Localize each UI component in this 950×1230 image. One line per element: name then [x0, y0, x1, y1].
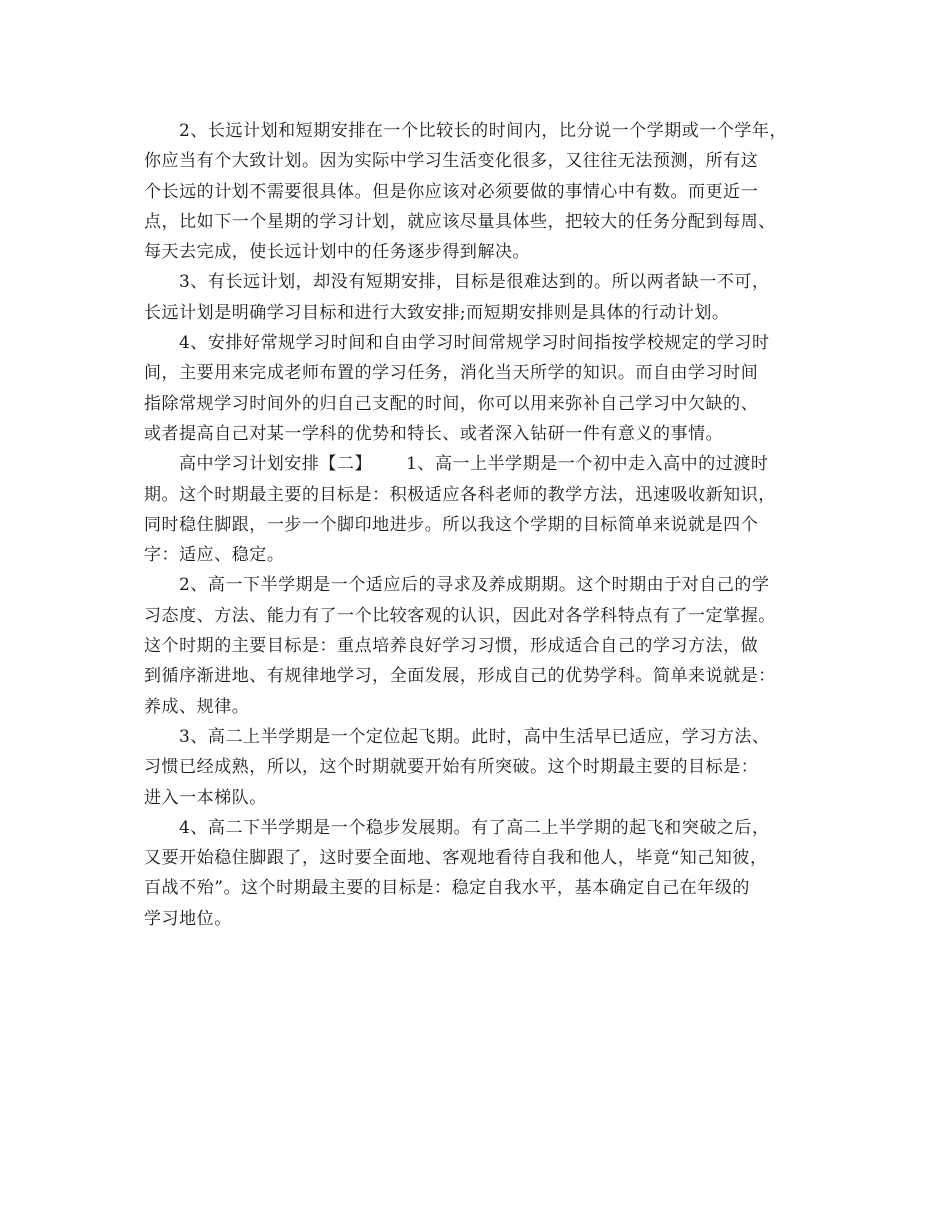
- text-line: 养成、规律。: [144, 696, 250, 717]
- text-line: 又要开始稳住脚跟了，这时要全面地、客观地看待自我和他人，毕竟“知己知彼，: [144, 848, 768, 869]
- paragraph: [144, 722, 814, 813]
- text-line: 百战不殆”。这个时期最主要的目标是：稳定自我水平，基本确定自己在年级的: [144, 878, 750, 899]
- text-line: [144, 449, 814, 479]
- paragraph: [144, 813, 814, 934]
- text-line: 学习地位。: [144, 908, 232, 929]
- text-line: 同时稳住脚跟，一步一个脚印地进步。所以我这个学期的目标简单来说就是四个: [144, 514, 759, 535]
- text-line: 到循序渐进地、有规律地学习，全面发展，形成自己的优势学科。简单来说就是：: [144, 666, 776, 687]
- document-body: [144, 116, 814, 934]
- text-line: 或者提高自己对某一学科的优势和特长、或者深入钻研一件有意义的事情。: [144, 423, 724, 444]
- section-heading: 高中学习计划安排【二】: [179, 454, 373, 475]
- text-line: 指除常规学习时间外的归自己支配的时间，你可以用来弥补自己学习中欠缺的、: [144, 393, 759, 414]
- text-line: 期。这个时期最主要的目标是：积极适应各科老师的教学方法，迅速吸收新知识，: [144, 484, 776, 505]
- text-line: 进入一本梯队。: [144, 787, 267, 808]
- text-line: 个长远的计划不需要很具体。但是你应该对必须要做的事情心中有数。而更近一: [144, 181, 759, 202]
- text-line: 间，主要用来完成老师布置的学习任务，消化当天所学的知识。而自由学习时间: [144, 363, 759, 384]
- text-line: 字：适应、稳定。: [144, 545, 285, 566]
- text-line: 4、高二下半学期是一个稳步发展期。有了高二上半学期的起飞和突破之后，: [179, 817, 770, 838]
- paragraph: [144, 449, 814, 570]
- text-line: 2、高一下半学期是一个适应后的寻求及养成期期。这个时期由于对自己的学: [179, 575, 770, 596]
- text-line: 习态度、方法、能力有了一个比较客观的认识，因此对各学科特点有了一定掌握。: [144, 605, 776, 626]
- paragraph: [144, 328, 814, 449]
- text-line: 这个时期的主要目标是：重点培养良好学习习惯，形成适合自己的学习方法，做: [144, 636, 759, 657]
- text-line: 每天去完成，使长远计划中的任务逐步得到解决。: [144, 242, 531, 263]
- text-line: 2、长远计划和短期安排在一个比较长的时间内，比分说一个学期或一个学年，: [179, 121, 788, 141]
- text-line: 3、有长远计划，却没有短期安排，目标是很难达到的。所以两者缺一不可，: [179, 272, 770, 293]
- paragraph: [144, 267, 814, 328]
- text-line: 3、高二上半学期是一个定位起飞期。此时，高中生活早已适应，学习方法、: [179, 726, 770, 747]
- paragraph: [144, 116, 814, 267]
- text-line: 长远计划是明确学习目标和进行大致安排;而短期安排则是具体的行动计划。: [144, 302, 730, 323]
- text-line: 你应当有个大致计划。因为实际中学习生活变化很多，又往往无法预测，所有这: [144, 151, 759, 172]
- text-line: 点，比如下一个星期的学习计划，就应该尽量具体些，把较大的任务分配到每周、: [144, 211, 776, 232]
- text-line: 4、安排好常规学习时间和自由学习时间常规学习时间指按学校规定的学习时: [179, 333, 770, 354]
- text-segment: 1、高一上半学期是一个初中走入高中的过渡时: [406, 454, 769, 475]
- paragraph: [144, 570, 814, 721]
- text-line: 习惯已经成熟，所以，这个时期就要开始有所突破。这个时期最主要的目标是：: [144, 757, 759, 778]
